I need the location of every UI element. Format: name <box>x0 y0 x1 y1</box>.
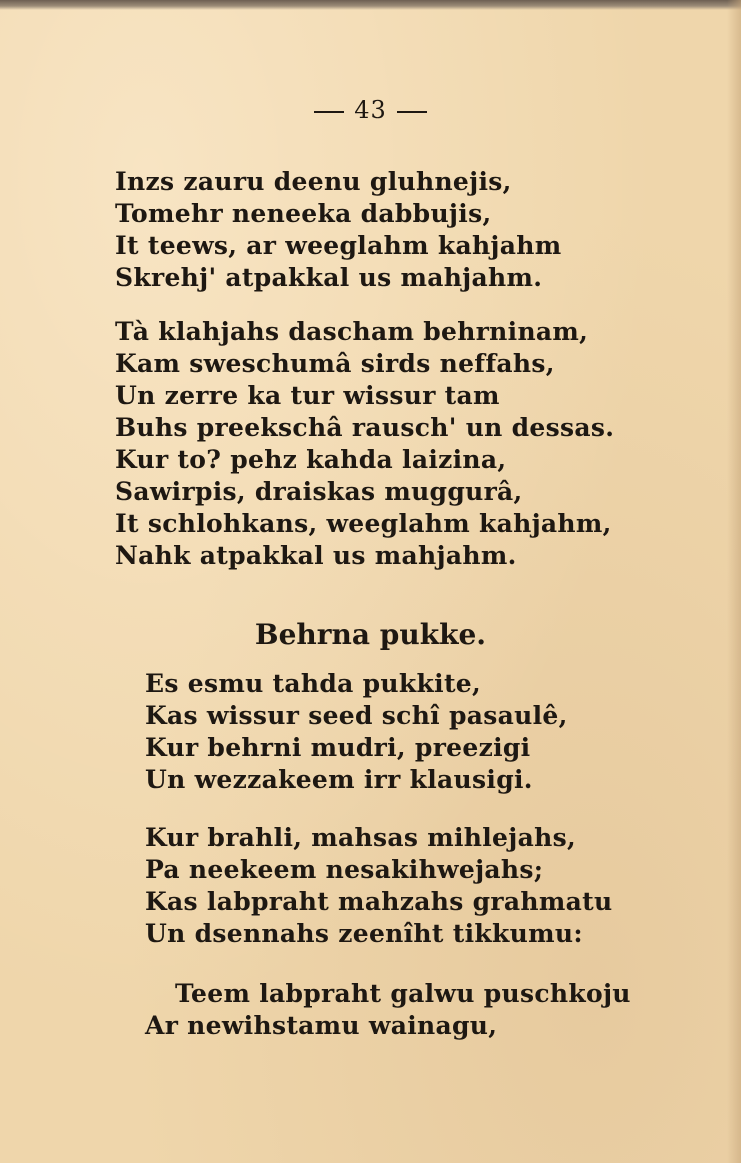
poem-line: Kur behrni mudri, preezigi <box>145 733 531 762</box>
poem-line: Sawirpis, draiskas muggurâ, <box>115 477 523 506</box>
poem-line: Teem labpraht galwu puschkoju <box>175 979 631 1008</box>
poem-line: Kur to? pehz kahda laizina, <box>115 445 507 474</box>
page-number <box>0 96 741 124</box>
poem-line: Skrehj' atpakkal us mahjahm. <box>115 263 543 292</box>
poem-line: Es esmu tahda pukkite, <box>145 669 482 698</box>
poem-line: Buhs preekschâ rausch' un dessas. <box>115 413 615 442</box>
page-number-dash-right <box>397 111 427 113</box>
page-top-edge <box>0 0 741 10</box>
poem-line: Ar newihstamu wainagu, <box>145 1011 498 1040</box>
poem-line: Inzs zauru deenu gluhnejis, <box>115 167 512 196</box>
poem-line: Un dsennahs zeenîht tikkumu: <box>145 919 583 948</box>
poem-line: It teews, ar weeglahm kahjahm <box>115 231 562 260</box>
poem-line: It schlohkans, weeglahm kahjahm, <box>115 509 612 538</box>
poem-line: Un wezzakeem irr klausigi. <box>145 765 533 794</box>
poem-line: Tà klahjahs dascham behrninam, <box>115 317 589 346</box>
page-right-edge <box>727 0 741 1163</box>
poem-title: Behrna pukke. <box>254 618 487 651</box>
poem-line: Pa neekeem nesakihwejahs; <box>145 855 544 884</box>
poem-line: Kur brahli, mahsas mihlejahs, <box>145 823 576 852</box>
poem-line: Un zerre ka tur wissur tam <box>115 381 500 410</box>
poem-line: Nahk atpakkal us mahjahm. <box>115 541 517 570</box>
poem-line: Kam sweschumâ sirds neffahs, <box>115 349 555 378</box>
page-number-value: 43 <box>354 96 387 124</box>
page-number-dash-left <box>314 111 344 113</box>
poem-line: Kas labpraht mahzahs grahmatu <box>145 887 613 916</box>
poem-line: Kas wissur seed schî pasaulê, <box>145 701 568 730</box>
poem-line: Tomehr neneeka dabbujis, <box>115 199 492 228</box>
